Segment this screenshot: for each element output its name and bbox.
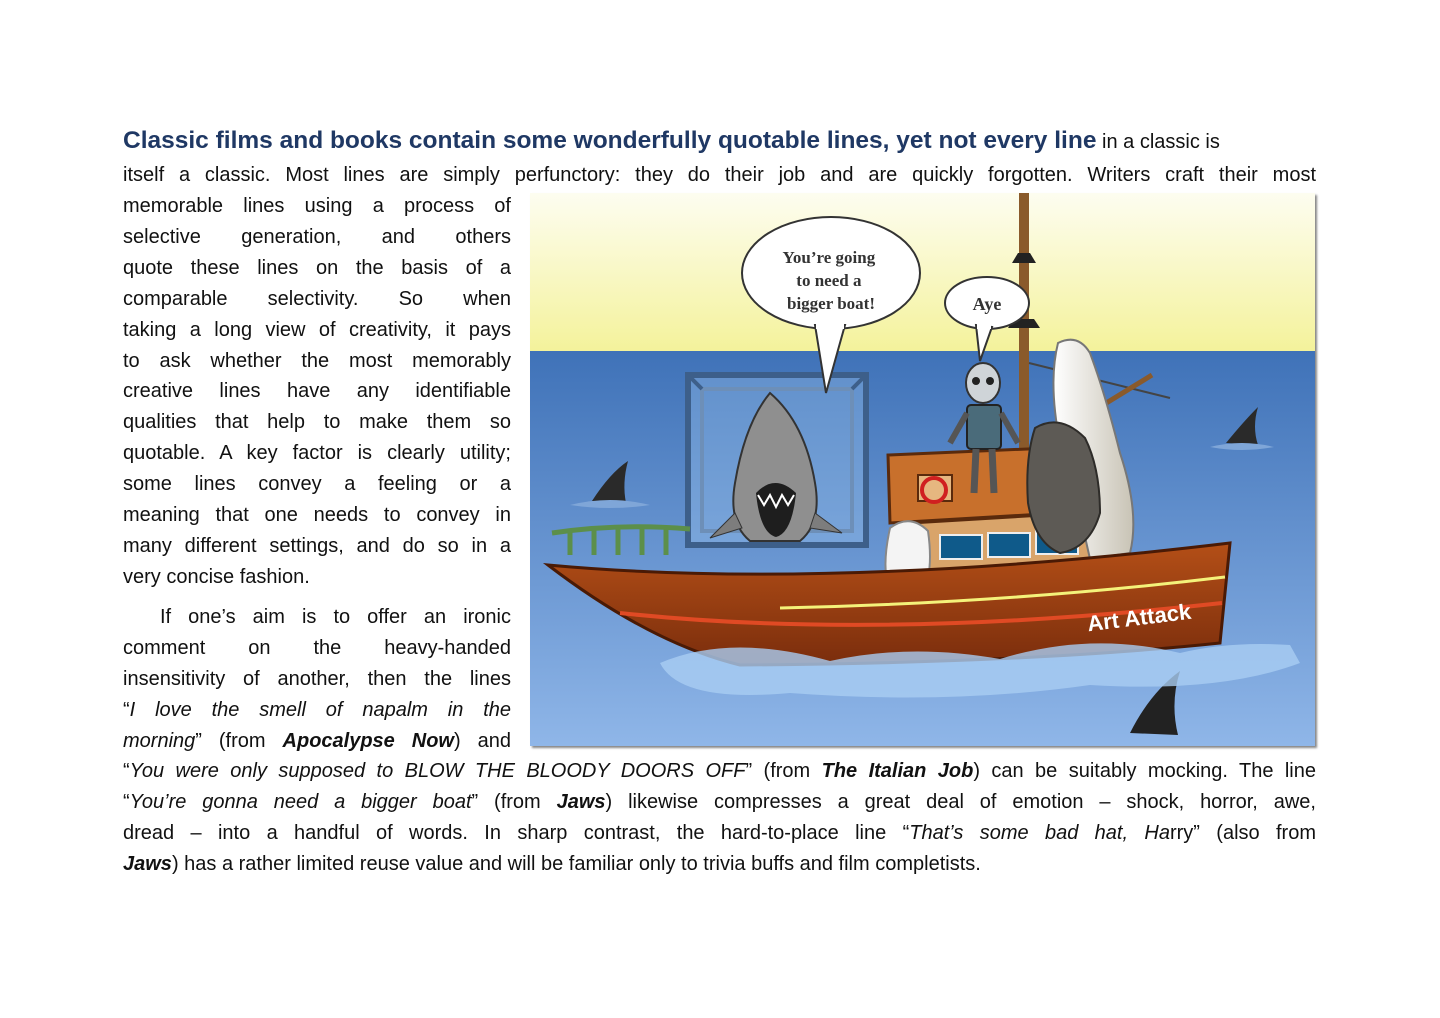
para1-line: many different settings, and do so in a bbox=[123, 534, 511, 557]
svg-text:You’re going to need a bbox=[783, 248, 880, 313]
speech-line: You’re going bbox=[782, 248, 876, 267]
para1-line: qualities that help to make them so bbox=[123, 411, 511, 434]
heading-bold-part-2: yet not every line bbox=[896, 127, 1097, 154]
napalm-quote-part-1: I love the smell of napalm in the bbox=[129, 698, 511, 721]
quote-open: “ bbox=[123, 760, 130, 782]
film-title-apocalypse-now: Apocalypse Now bbox=[282, 729, 454, 752]
para1-line: meaning that one needs to convey in bbox=[123, 504, 511, 527]
film-title-italian-job: The Italian Job bbox=[821, 760, 974, 782]
bottom-line-tail: ) can be suitably mocking. The line bbox=[973, 760, 1316, 782]
para1-line: memorable lines using a process of bbox=[123, 195, 511, 217]
para2-line bbox=[123, 726, 511, 757]
bottom-line-tail: ) has a rather limited reuse value and will be familiar only to trivia buffs and film completists. bbox=[171, 852, 981, 875]
speech-line: bigger boat! bbox=[787, 294, 875, 313]
para1-line: taking a long view of creativity, it pays bbox=[123, 318, 511, 341]
para1-line: very concise fashion. bbox=[123, 565, 310, 588]
bottom-paragraph bbox=[123, 756, 1316, 880]
paragraph-2 bbox=[123, 602, 511, 757]
film-title-jaws: Jaws bbox=[556, 790, 606, 813]
art-attack-boat-illustration bbox=[530, 193, 1315, 746]
quote-close: ” (from bbox=[471, 790, 557, 813]
quote-close: ” (from bbox=[195, 729, 283, 752]
bottom-line-head: dread – into a handful of words. In sharp contrast, the hard-to-place line “ bbox=[123, 821, 910, 844]
bottom-line bbox=[123, 787, 1316, 818]
jaws-boat-quote: You’re gonna need a bigger boat bbox=[129, 790, 472, 813]
para2-line: comment on the heavy-handed bbox=[123, 636, 511, 659]
lead-line-2: itself a classic. Most lines are simply perfunctory: they do their job and are quickly forgotten. Writers craft their most bbox=[123, 164, 1316, 186]
heading-bold-part-1: Classic films and books contain some wonderfully quotable lines bbox=[123, 127, 883, 154]
speech-line: to need a bbox=[796, 271, 862, 290]
para2-line: insensitivity of another, then the lines bbox=[123, 667, 511, 690]
boat-name: Art Attack bbox=[1085, 598, 1193, 637]
quote-open: “ bbox=[123, 790, 130, 813]
para2-line: If one’s aim is to offer an ironic bbox=[160, 606, 511, 628]
italian-job-quote: You were only supposed to BLOW THE BLOODY DOORS OFF bbox=[129, 760, 746, 782]
para1-line: comparable selectivity. So when bbox=[123, 287, 511, 310]
para1-line: selective generation, and others bbox=[123, 225, 511, 248]
bad-hat-quote: That’s some bad hat, Ha bbox=[909, 821, 1170, 844]
heading-comma: , bbox=[882, 127, 897, 154]
bottom-line-tail: rry” (also from bbox=[1169, 821, 1316, 844]
bottom-line bbox=[123, 756, 1316, 787]
napalm-quote-part-2: morning bbox=[123, 729, 196, 752]
aye-text: Aye bbox=[972, 294, 1002, 314]
para1-line: creative lines have any identifiable bbox=[123, 380, 511, 403]
lead-heading bbox=[123, 124, 1316, 159]
bottom-line bbox=[123, 849, 1316, 880]
para1-line: quote these lines on the basis of a bbox=[123, 256, 511, 279]
para1-line: some lines convey a feeling or a bbox=[123, 473, 511, 496]
sky bbox=[530, 193, 1315, 353]
bottom-line bbox=[123, 818, 1316, 849]
para1-line: quotable. A key factor is clearly utility; bbox=[123, 442, 511, 465]
film-title-jaws: Jaws bbox=[123, 852, 172, 875]
quote-open: “ bbox=[123, 698, 130, 721]
para2-tail: ) and bbox=[453, 729, 511, 752]
quote-close: ” (from bbox=[745, 760, 822, 782]
para1-line: to ask whether the most memorably bbox=[123, 349, 511, 372]
paragraph-1 bbox=[123, 191, 511, 593]
bottom-line-tail: ) likewise compresses a great deal of emotion – shock, horror, awe, bbox=[605, 790, 1316, 813]
para2-line bbox=[123, 695, 511, 726]
heading-plain-tail: in a classic is bbox=[1096, 131, 1220, 153]
